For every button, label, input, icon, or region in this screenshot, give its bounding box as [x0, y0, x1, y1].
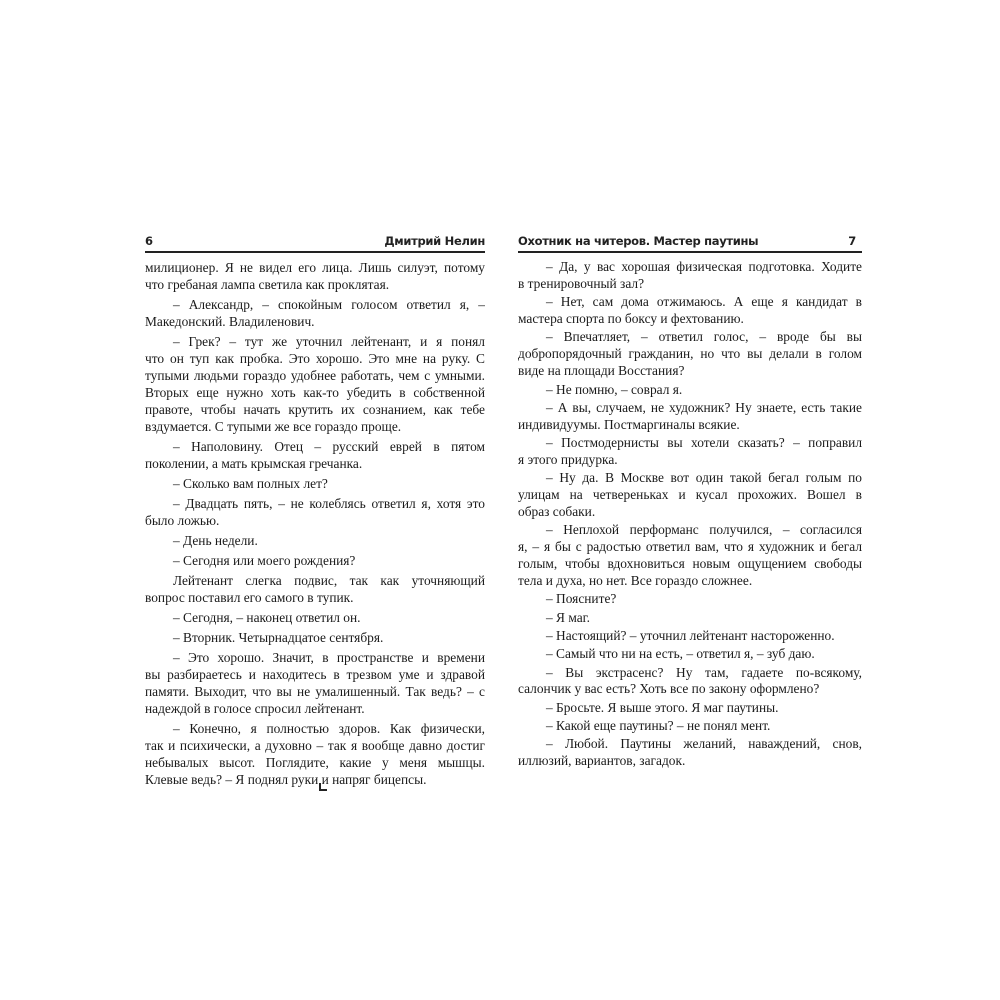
text-line: Македонский. Владиленович.	[145, 314, 315, 329]
left-page	[145, 232, 485, 788]
text-line: – Сегодня или моего рождения?	[173, 553, 356, 568]
page-body	[518, 259, 862, 770]
text-line: виде на площади Восстания?	[518, 363, 685, 379]
text-line: салончик у вас есть? Хоть все по закону оформлено?	[518, 681, 820, 697]
text-line: поколении, а мать крымская гречанка.	[145, 456, 363, 471]
text-line: – Впечатляет, – ответил голос, – вроде бы вы	[546, 329, 862, 345]
text-line: что гребаная лампа светила как проклятая.	[145, 277, 390, 292]
text-line: – Вторник. Четырнадцатое сентября.	[173, 630, 384, 645]
text-line: – Наполовину. Отец – русский еврей в пятом	[173, 439, 485, 454]
text-line: тела и духа, но нет. Все гораздо сложнее.	[518, 573, 753, 589]
paragraph	[145, 532, 485, 549]
paragraph	[518, 646, 862, 663]
paragraph	[518, 329, 862, 380]
text-line: – Вы экстрасенс? Ну там, гадаете по-всякому,	[546, 664, 862, 680]
paragraph	[145, 552, 485, 569]
page-body	[145, 259, 485, 788]
running-head-title: Охотник на читеров. Мастер паутины	[518, 234, 759, 248]
text-line: – Двадцать пять, – не колеблясь ответил я, хотя это	[173, 496, 485, 511]
text-line: я этого придурка.	[518, 451, 618, 467]
text-line: вопрос поставил его самого в тупик.	[145, 590, 354, 605]
paragraph	[518, 400, 862, 434]
paragraph	[518, 718, 862, 735]
text-line: вы разбираетесь и находитесь в трезвом уме и здравой	[145, 667, 485, 682]
text-line: – Сегодня, – наконец ответил он.	[173, 610, 361, 625]
paragraph	[518, 294, 862, 328]
text-line: – Не помню, – соврал я.	[546, 381, 683, 397]
text-line: – Сколько вам полных лет?	[173, 476, 328, 491]
paragraph	[518, 610, 862, 627]
text-line: добропорядочный гражданин, но что вы делали в голом	[518, 346, 862, 362]
text-line: надеждой в голосе спросил лейтенант.	[145, 701, 365, 716]
paragraph	[518, 522, 862, 590]
paragraph	[518, 665, 862, 699]
paragraph	[518, 470, 862, 521]
right-page	[518, 232, 862, 770]
text-line: – Я маг.	[546, 609, 590, 625]
text-cursor-mark	[319, 783, 327, 791]
text-line: – Нет, сам дома отжимаюсь. А еще я кандидат в	[546, 294, 862, 310]
page-number: 7	[848, 234, 856, 248]
text-line: – Постмодернисты вы хотели сказать? – поправил	[546, 435, 862, 451]
text-line: в тренировочный зал?	[518, 275, 645, 291]
paragraph	[518, 591, 862, 608]
text-line: тупыми людьми гораздо удобнее работать, чем с умными.	[145, 368, 485, 383]
paragraph	[145, 572, 485, 606]
text-line: так и психически, а духовно – так я вообще давно достиг	[145, 738, 485, 753]
running-head-author: Дмитрий Нелин	[384, 234, 485, 248]
header-rule	[145, 251, 485, 253]
text-line: я, – я бы с радостью ответил вам, что я художник и бегал	[518, 539, 862, 555]
text-line: – Настоящий? – уточнил лейтенант настороженно.	[546, 627, 835, 643]
paragraph	[145, 495, 485, 529]
text-line: милиционер. Я не видел его лица. Лишь силуэт, потому	[145, 260, 485, 275]
text-line: – Грек? – тут же уточнил лейтенант, и я понял	[173, 334, 485, 349]
paragraph	[518, 435, 862, 469]
paragraph	[518, 628, 862, 645]
paragraph	[145, 296, 485, 330]
paragraph	[145, 649, 485, 717]
text-line: – Неплохой перформанс получился, – согласился	[546, 522, 862, 538]
text-line: – Самый что ни на есть, – ответил я, – зуб даю.	[546, 646, 815, 662]
page-header	[145, 232, 485, 250]
text-line: – Бросьте. Я выше этого. Я маг паутины.	[546, 699, 779, 715]
text-line: – Поясните?	[546, 591, 617, 607]
paragraph	[518, 736, 862, 770]
text-line: Вторых еще нужно хоть как-то убедить в собственной	[145, 385, 485, 400]
text-line: – Это хорошо. Значит, в пространстве и времени	[173, 650, 485, 665]
text-line: улицам на четвереньках и кусал прохожих. Вошел в	[518, 487, 862, 503]
text-line: что он туп как пробка. Это хорошо. Это мне на руку. С	[145, 351, 485, 366]
paragraph	[145, 720, 485, 788]
text-line: правоте, чтобы начать крутить их сознанием, как тебе	[145, 402, 485, 417]
page-number: 6	[145, 234, 153, 248]
text-line: – Ну да. В Москве вот один такой бегал голым по	[546, 470, 862, 486]
paragraph	[518, 259, 862, 293]
text-line: Клевые ведь? – Я поднял руки и напряг бицепсы.	[145, 772, 427, 787]
text-line: – Конечно, я полностью здоров. Как физически,	[173, 721, 485, 736]
text-line: – День недели.	[173, 533, 258, 548]
header-rule	[518, 251, 862, 253]
paragraph	[145, 438, 485, 472]
text-line: – Александр, – спокойным голосом ответил я, –	[173, 297, 485, 312]
text-line: образ собаки.	[518, 504, 596, 520]
paragraph	[145, 259, 485, 293]
text-line: голым, чтобы вдохновиться новым ощущением свободы	[518, 556, 862, 572]
text-line: вздумается. С тупыми же все гораздо проще.	[145, 419, 402, 434]
text-line: – А вы, случаем, не художник? Ну знаете, есть такие	[546, 399, 862, 415]
paragraph	[518, 382, 862, 399]
text-line: небывалых высот. Поглядите, какие у меня мышцы.	[145, 755, 485, 770]
text-line: иллюзий, вариантов, загадок.	[518, 753, 686, 769]
text-line: было ложью.	[145, 513, 220, 528]
paragraph	[145, 333, 485, 435]
text-line: мастера спорта по боксу и фехтованию.	[518, 311, 744, 327]
page-header	[518, 232, 862, 250]
text-line: – Любой. Паутины желаний, наваждений, снов,	[546, 736, 862, 752]
text-line: – Какой еще паутины? – не понял мент.	[546, 718, 771, 734]
text-line: памяти. Выходит, что вы не умалишенный. Так ведь? – с	[145, 684, 485, 699]
text-line: – Да, у вас хорошая физическая подготовка. Ходите	[546, 259, 862, 274]
paragraph	[518, 700, 862, 717]
paragraph	[145, 609, 485, 626]
paragraph	[145, 629, 485, 646]
paragraph	[145, 475, 485, 492]
text-line: индивидуумы. Постмаргиналы всякие.	[518, 416, 740, 432]
text-line: Лейтенант слегка подвис, так как уточняющий	[173, 573, 485, 588]
